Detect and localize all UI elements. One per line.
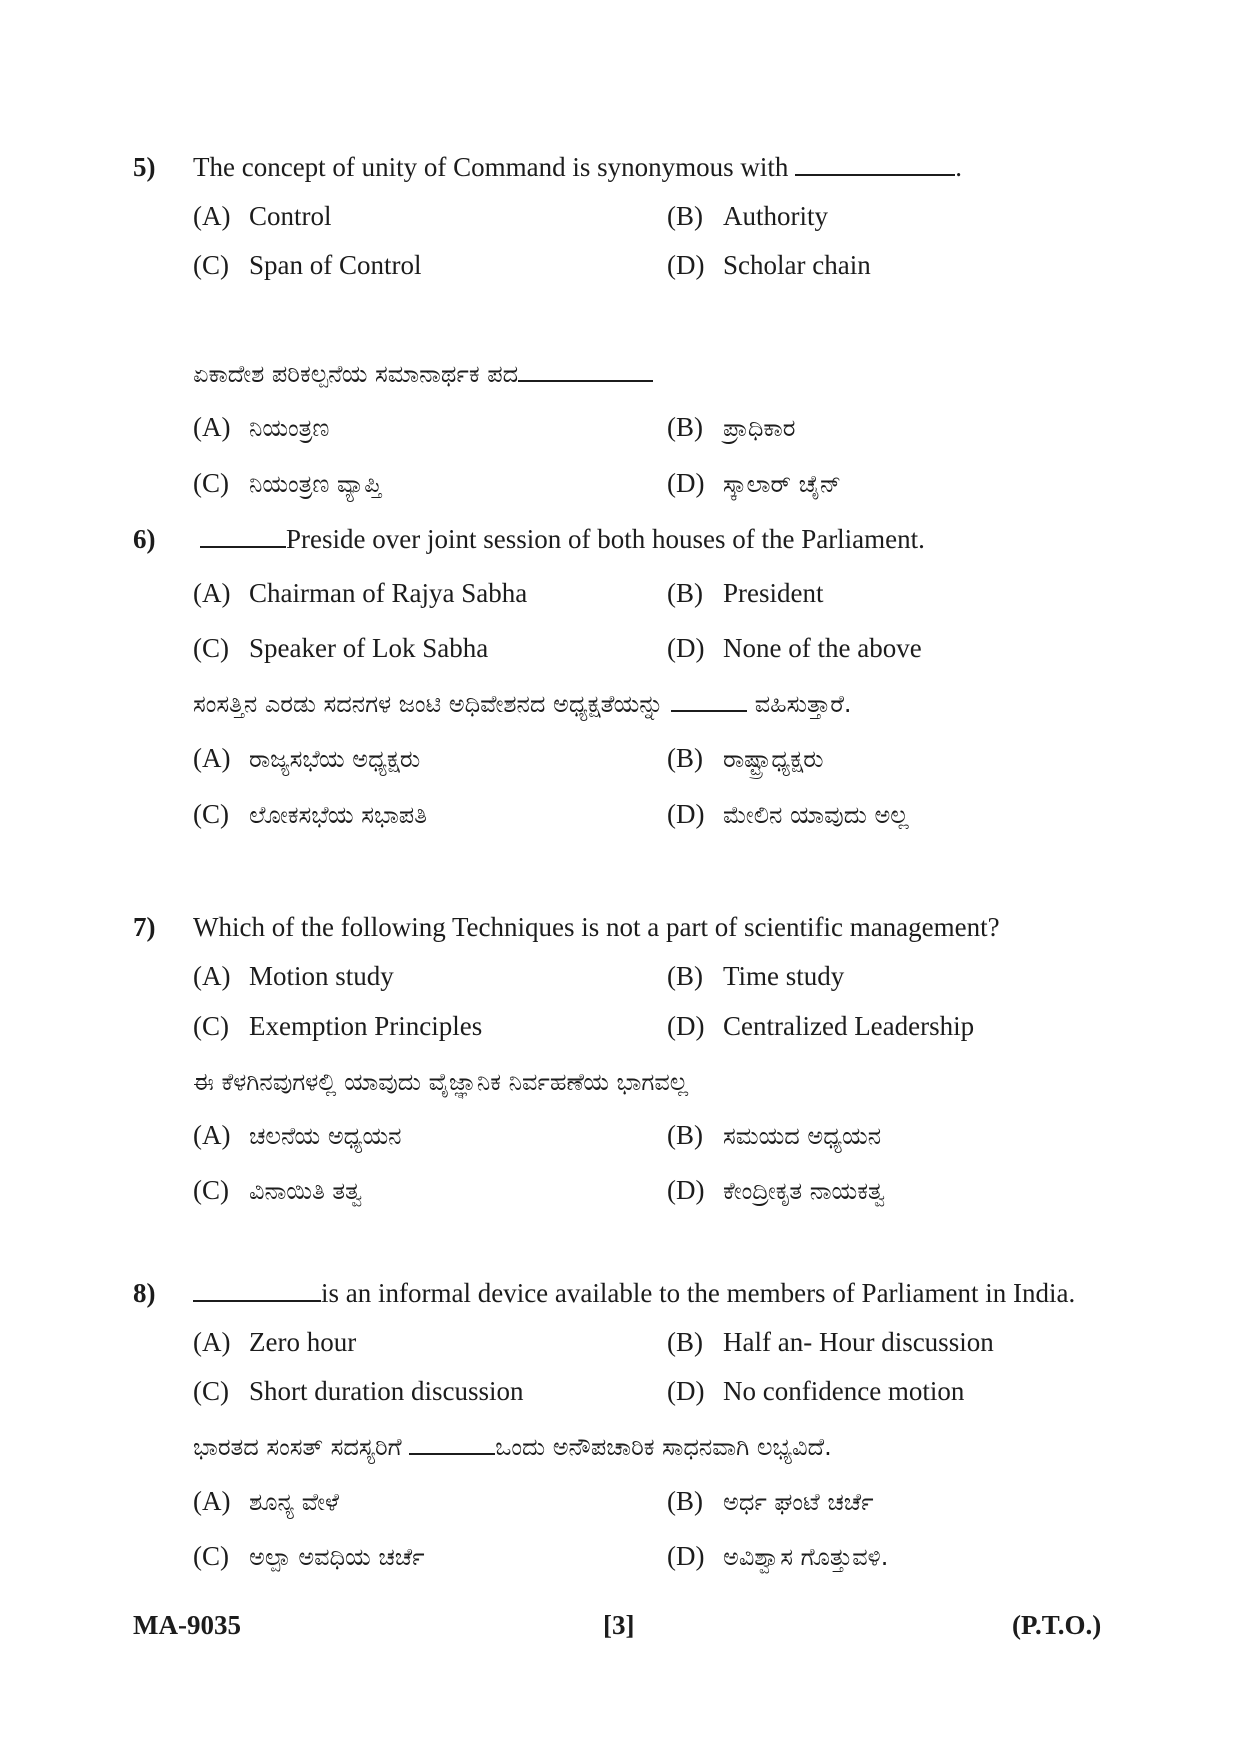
option-letter: (A) — [193, 578, 231, 608]
option-text: ರಾಷ್ಟ್ರಾಧ್ಯಕ್ಷರು — [723, 745, 824, 773]
option-letter: (C) — [193, 1011, 229, 1041]
option — [193, 576, 527, 610]
question-text-kannada — [193, 1429, 832, 1464]
option-text: ಸ್ಕಾಲಾರ್ ಚೈನ್ — [723, 470, 842, 498]
option-letter: (C) — [193, 799, 229, 829]
pto-marker: (P.T.O.) — [1012, 1610, 1102, 1640]
option-text: ಸಮಯದ ಅಧ್ಯಯನ — [723, 1122, 882, 1150]
option-text: Control — [249, 201, 332, 231]
option-letter: (B) — [667, 1327, 703, 1357]
option — [193, 199, 332, 233]
option-text: Span of Control — [249, 250, 422, 280]
question-text-part: is an informal device available to the members of Parliament in India. — [321, 1278, 1076, 1308]
option — [667, 248, 871, 282]
option — [193, 1009, 482, 1043]
option — [667, 1009, 974, 1043]
option-letter: (B) — [667, 743, 703, 773]
option-letter: (A) — [193, 1120, 231, 1150]
option-letter: (B) — [667, 1120, 703, 1150]
option-letter: (D) — [667, 468, 705, 498]
option — [667, 466, 841, 501]
question-text — [193, 150, 962, 184]
answer-blank — [200, 524, 286, 548]
option-letter: (D) — [667, 799, 705, 829]
option-letter: (B) — [667, 961, 703, 991]
option-text: Chairman of Rajya Sabha — [249, 578, 528, 608]
option-letter: (C) — [193, 1541, 229, 1571]
option — [667, 576, 824, 610]
question-text-kannada — [193, 686, 852, 721]
question-number: 5) — [133, 152, 156, 182]
option-text: ಕೇಂದ್ರೀಕೃತ ನಾಯಕತ್ವ — [723, 1177, 886, 1205]
answer-blank — [518, 358, 653, 382]
option-text: ಮೇಲಿನ ಯಾವುದು ಅಲ್ಲ — [723, 801, 909, 829]
option-letter: (A) — [193, 961, 231, 991]
question-text-part: Which of the following Techniques is not a part of scientific management? — [193, 912, 1000, 942]
answer-blank — [795, 152, 955, 176]
option — [193, 1484, 339, 1519]
option — [667, 1325, 994, 1359]
option — [193, 959, 394, 993]
option-letter: (A) — [193, 201, 231, 231]
option-text: Motion study — [249, 961, 394, 991]
option — [193, 1374, 524, 1408]
question-text — [193, 1276, 1075, 1310]
option-letter: (C) — [193, 250, 229, 280]
option-letter: (D) — [667, 1376, 705, 1406]
option-letter: (B) — [667, 201, 703, 231]
option-text: ಅಲ್ಪಾ ಅವಧಿಯ ಚರ್ಚೆ — [249, 1543, 425, 1571]
answer-blank — [193, 1278, 321, 1302]
option-letter: (B) — [667, 578, 703, 608]
option-text: None of the above — [723, 633, 922, 663]
option-letter: (B) — [667, 412, 703, 442]
option — [667, 1173, 885, 1208]
option-letter: (A) — [193, 743, 231, 773]
option-text: ನಿಯಂತ್ರಣ — [249, 414, 330, 442]
option-letter: (A) — [193, 1327, 231, 1357]
option — [193, 797, 427, 832]
option-letter: (A) — [193, 412, 231, 442]
option — [193, 466, 382, 501]
option-text: Short duration discussion — [249, 1376, 524, 1406]
page-number: [3] — [603, 1610, 635, 1640]
option-text: Scholar chain — [723, 250, 871, 280]
option — [667, 410, 795, 445]
question-text — [200, 522, 925, 556]
option-text: ಶೂನ್ಯ ವೇಳೆ — [249, 1488, 340, 1516]
option-letter: (D) — [667, 1175, 705, 1205]
question-text-part: ವಹಿಸುತ್ತಾರೆ. — [747, 690, 852, 718]
option-letter: (A) — [193, 1486, 231, 1516]
option-letter: (D) — [667, 250, 705, 280]
option-letter: (D) — [667, 633, 705, 663]
option — [193, 1173, 362, 1208]
question-text-kannada — [193, 1064, 688, 1099]
answer-blank — [409, 1431, 495, 1455]
option — [667, 1539, 888, 1574]
option-text: ಅವಿಶ್ವಾಸ ಗೊತ್ತುವಳಿ. — [723, 1543, 889, 1571]
option-text: Authority — [723, 201, 828, 231]
option-letter: (D) — [667, 1011, 705, 1041]
option — [667, 631, 922, 665]
option — [193, 1118, 402, 1153]
option-text: Time study — [723, 961, 845, 991]
option-text: Half an- Hour discussion — [723, 1327, 994, 1357]
option-text: Zero hour — [249, 1327, 357, 1357]
option-text: ಲೋಕಸಭೆಯ ಸಭಾಪತಿ — [249, 801, 427, 829]
option-text: Speaker of Lok Sabha — [249, 633, 489, 663]
question-number: 7) — [133, 912, 156, 942]
option-text: No confidence motion — [723, 1376, 965, 1406]
option-text: Centralized Leadership — [723, 1011, 975, 1041]
paper-code: MA-9035 — [133, 1610, 241, 1640]
option — [193, 248, 422, 282]
option — [667, 1118, 881, 1153]
option — [193, 1539, 425, 1574]
option — [193, 741, 420, 776]
question-number: 8) — [133, 1278, 156, 1308]
question-text-part: ಈ ಕೆಳಗಿನವುಗಳಲ್ಲಿ ಯಾವುದು ವೈಜ್ಞಾನಿಕ ನಿರ್ವಹಣೆಯ ಭಾಗವಲ್ಲ — [193, 1068, 689, 1096]
option — [667, 959, 844, 993]
option — [667, 199, 828, 233]
option-text: Exemption Principles — [249, 1011, 483, 1041]
option — [193, 410, 329, 445]
option — [667, 741, 824, 776]
option-letter: (C) — [193, 1175, 229, 1205]
option — [193, 1325, 356, 1359]
option-letter: (B) — [667, 1486, 703, 1516]
option-text: ಅರ್ಧ ಘಂಟೆ ಚರ್ಚೆ — [723, 1488, 874, 1516]
option — [667, 1374, 964, 1408]
option-letter: (C) — [193, 633, 229, 663]
question-text-part: ಏಕಾದೇಶ ಪರಿಕಲ್ಪನೆಯ ಸಮಾನಾರ್ಥಕ ಪದ — [193, 360, 519, 388]
option-letter: (C) — [193, 1376, 229, 1406]
option-text: ರಾಜ್ಯಸಭೆಯ ಅಧ್ಯಕ್ಷರು — [249, 745, 421, 773]
option-text: ವಿನಾಯಿತಿ ತತ್ವ — [249, 1177, 363, 1205]
option-text: ಪ್ರಾಧಿಕಾರ — [723, 414, 796, 442]
option — [667, 1484, 874, 1519]
option-text: ನಿಯಂತ್ರಣ ವ್ಯಾಪ್ತಿ — [249, 470, 382, 498]
option-text: ಚಲನೆಯ ಅಧ್ಯಯನ — [249, 1122, 402, 1150]
question-text-part: . — [955, 152, 962, 182]
question-text — [193, 910, 1000, 944]
question-text-part: ಭಾರತದ ಸಂಸತ್ ಸದಸ್ಯರಿಗೆ — [193, 1433, 410, 1461]
option — [667, 797, 909, 832]
question-text-part: Preside over joint session of both houses of the Parliament. — [286, 524, 925, 554]
option-letter: (D) — [667, 1541, 705, 1571]
question-text-part: ಒಂದು ಅನೌಪಚಾರಿಕ ಸಾಧನವಾಗಿ ಲಭ್ಯವಿದೆ. — [495, 1433, 832, 1461]
question-number: 6) — [133, 524, 156, 554]
question-text-part: ಸಂಸತ್ತಿನ ಎರಡು ಸದನಗಳ ಜಂಟಿ ಅಧಿವೇಶನದ ಅಧ್ಯಕ್ಷತೆಯನ್ನು — [193, 690, 672, 718]
question-text-kannada — [193, 356, 653, 391]
answer-blank — [671, 688, 747, 712]
question-text-part: The concept of unity of Command is synonymous with — [193, 152, 796, 182]
option — [193, 631, 488, 665]
option-letter: (C) — [193, 468, 229, 498]
option-text: President — [723, 578, 824, 608]
